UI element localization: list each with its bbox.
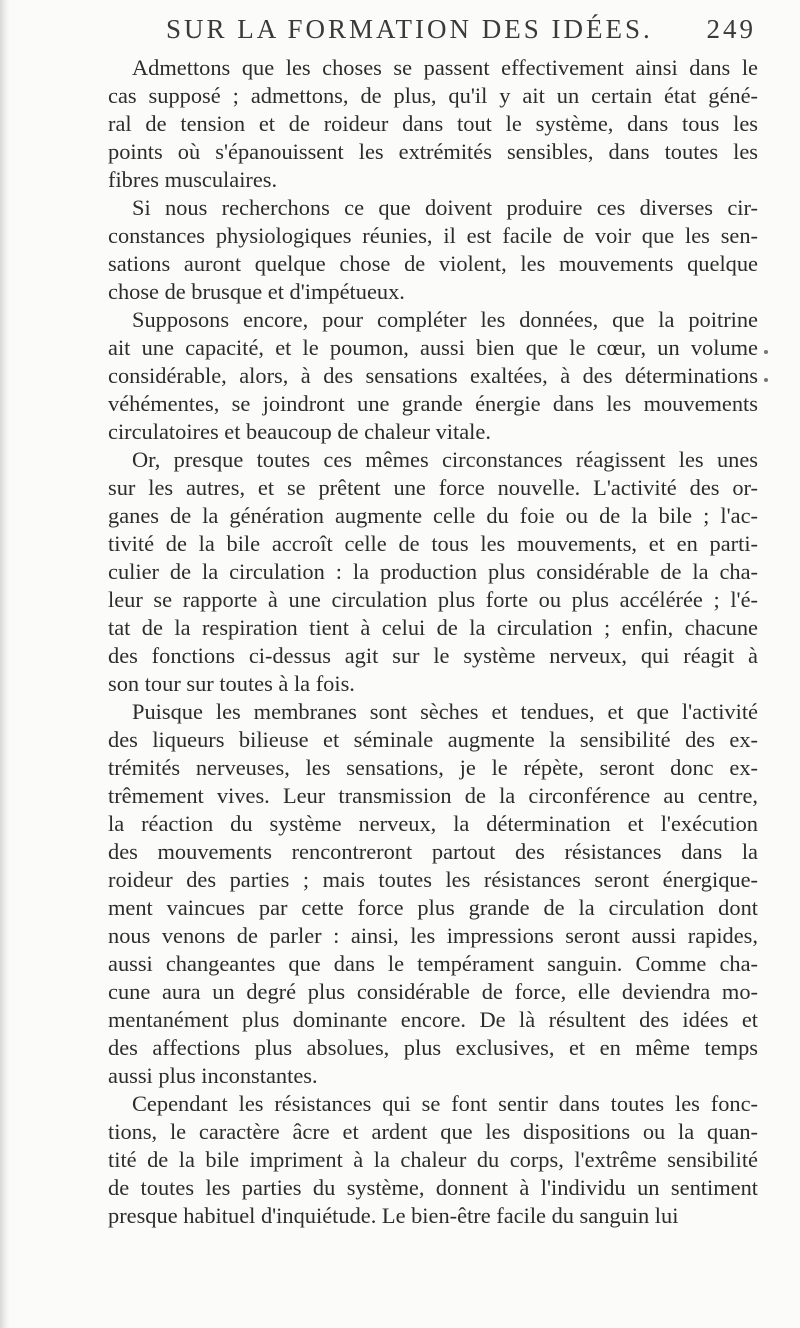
text-line: Admettons que les choses se passent effectivement ainsi dans le xyxy=(132,55,758,80)
text-line: trémités nerveuses, les sensations, je le répète, seront donc ex- xyxy=(108,755,758,780)
text-line: ait une capacité, et le poumon, aussi bien que le cœur, un volume xyxy=(108,335,758,360)
text-line: leur se rapporte à une circulation plus forte ou plus accélérée ; l'é- xyxy=(108,587,758,612)
page-number: 249 xyxy=(706,14,756,44)
text-line: tivité de la bile accroît celle de tous les mouvements, et en parti- xyxy=(108,531,758,556)
text-line: Puisque les membranes sont sèches et tendues, et que l'activité xyxy=(132,699,758,724)
text-line: cas supposé ; admettons, de plus, qu'il y ait un certain état géné- xyxy=(108,83,758,108)
text-line: mentanément plus dominante encore. De là résultent des idées et xyxy=(108,1007,758,1032)
text-line: des liqueurs bilieuse et séminale augmente la sensibilité des ex- xyxy=(108,727,758,752)
text-line: roideur des parties ; mais toutes les résistances seront énergique- xyxy=(108,867,758,892)
text-line: tité de la bile impriment à la chaleur du corps, l'extrême sensibilité xyxy=(108,1147,758,1172)
text-line: circulatoires et beaucoup de chaleur vitale. xyxy=(108,419,491,444)
text-line: presque habituel d'inquiétude. Le bien-être facile du sanguin lui xyxy=(108,1203,679,1228)
text-line: véhémentes, se joindront une grande énergie dans les mouvements xyxy=(108,391,758,416)
text-line: Or, presque toutes ces mêmes circonstances réagissent les unes xyxy=(132,447,758,472)
text-line: chose de brusque et d'impétueux. xyxy=(108,279,405,304)
text-line: de toutes les parties du système, donnent à l'individu un sentiment xyxy=(108,1175,758,1200)
running-head-title: SUR LA FORMATION DES IDÉES. xyxy=(166,14,653,44)
text-line: la réaction du système nerveux, la détermination et l'exécution xyxy=(108,811,758,836)
text-line: ganes de la génération augmente celle du foie ou de la bile ; l'ac- xyxy=(108,503,758,528)
print-speck xyxy=(764,350,768,354)
paragraph xyxy=(108,1090,758,1230)
text-line: tions, le caractère âcre et ardent que les dispositions ou la quan- xyxy=(108,1119,758,1144)
text-line: nous venons de parler : ainsi, les impressions seront aussi rapides, xyxy=(108,923,758,948)
text-line: aussi plus inconstantes. xyxy=(108,1063,318,1088)
text-line: Cependant les résistances qui se font sentir dans toutes les fonc- xyxy=(132,1091,758,1116)
paragraph xyxy=(108,306,758,446)
text-line: cune aura un degré plus considérable de force, elle deviendra mo- xyxy=(108,979,758,1004)
text-line: sations auront quelque chose de violent, les mouvements quelque xyxy=(108,251,758,276)
text-line: fibres musculaires. xyxy=(108,167,278,192)
print-speck xyxy=(764,378,768,382)
running-head xyxy=(166,14,756,54)
paragraph xyxy=(108,194,758,306)
page-gutter-shadow xyxy=(0,0,10,1328)
text-line: Supposons encore, pour compléter les données, que la poitrine xyxy=(132,307,758,332)
text-line: des mouvements rencontreront partout des résistances dans la xyxy=(108,839,758,864)
text-line: points où s'épanouissent les extrémités sensibles, dans toutes les xyxy=(108,139,758,164)
text-line: des fonctions ci-dessus agit sur le système nerveux, qui réagit à xyxy=(108,643,758,668)
paragraph xyxy=(108,54,758,194)
text-line: considérable, alors, à des sensations exaltées, à des déterminations xyxy=(108,363,758,388)
text-line: tat de la respiration tient à celui de la circulation ; enfin, chacune xyxy=(108,615,758,640)
text-line: culier de la circulation : la production plus considérable de la cha- xyxy=(108,559,758,584)
body-text xyxy=(108,54,758,1230)
text-line: son tour sur toutes à la fois. xyxy=(108,671,355,696)
text-line: Si nous recherchons ce que doivent produire ces diverses cir- xyxy=(132,195,758,220)
text-line: ment vaincues par cette force plus grande de la circulation dont xyxy=(108,895,758,920)
paragraph xyxy=(108,446,758,698)
text-line: ral de tension et de roideur dans tout le système, dans tous les xyxy=(108,111,758,136)
text-line: sur les autres, et se prêtent une force nouvelle. L'activité des or- xyxy=(108,475,758,500)
text-line: aussi changeantes que dans le tempérament sanguin. Comme cha- xyxy=(108,951,758,976)
text-line: constances physiologiques réunies, il est facile de voir que les sen- xyxy=(108,223,758,248)
paragraph xyxy=(108,698,758,1090)
text-line: trêmement vives. Leur transmission de la circonférence au centre, xyxy=(108,783,758,808)
text-line: des affections plus absolues, plus exclusives, et en même temps xyxy=(108,1035,758,1060)
